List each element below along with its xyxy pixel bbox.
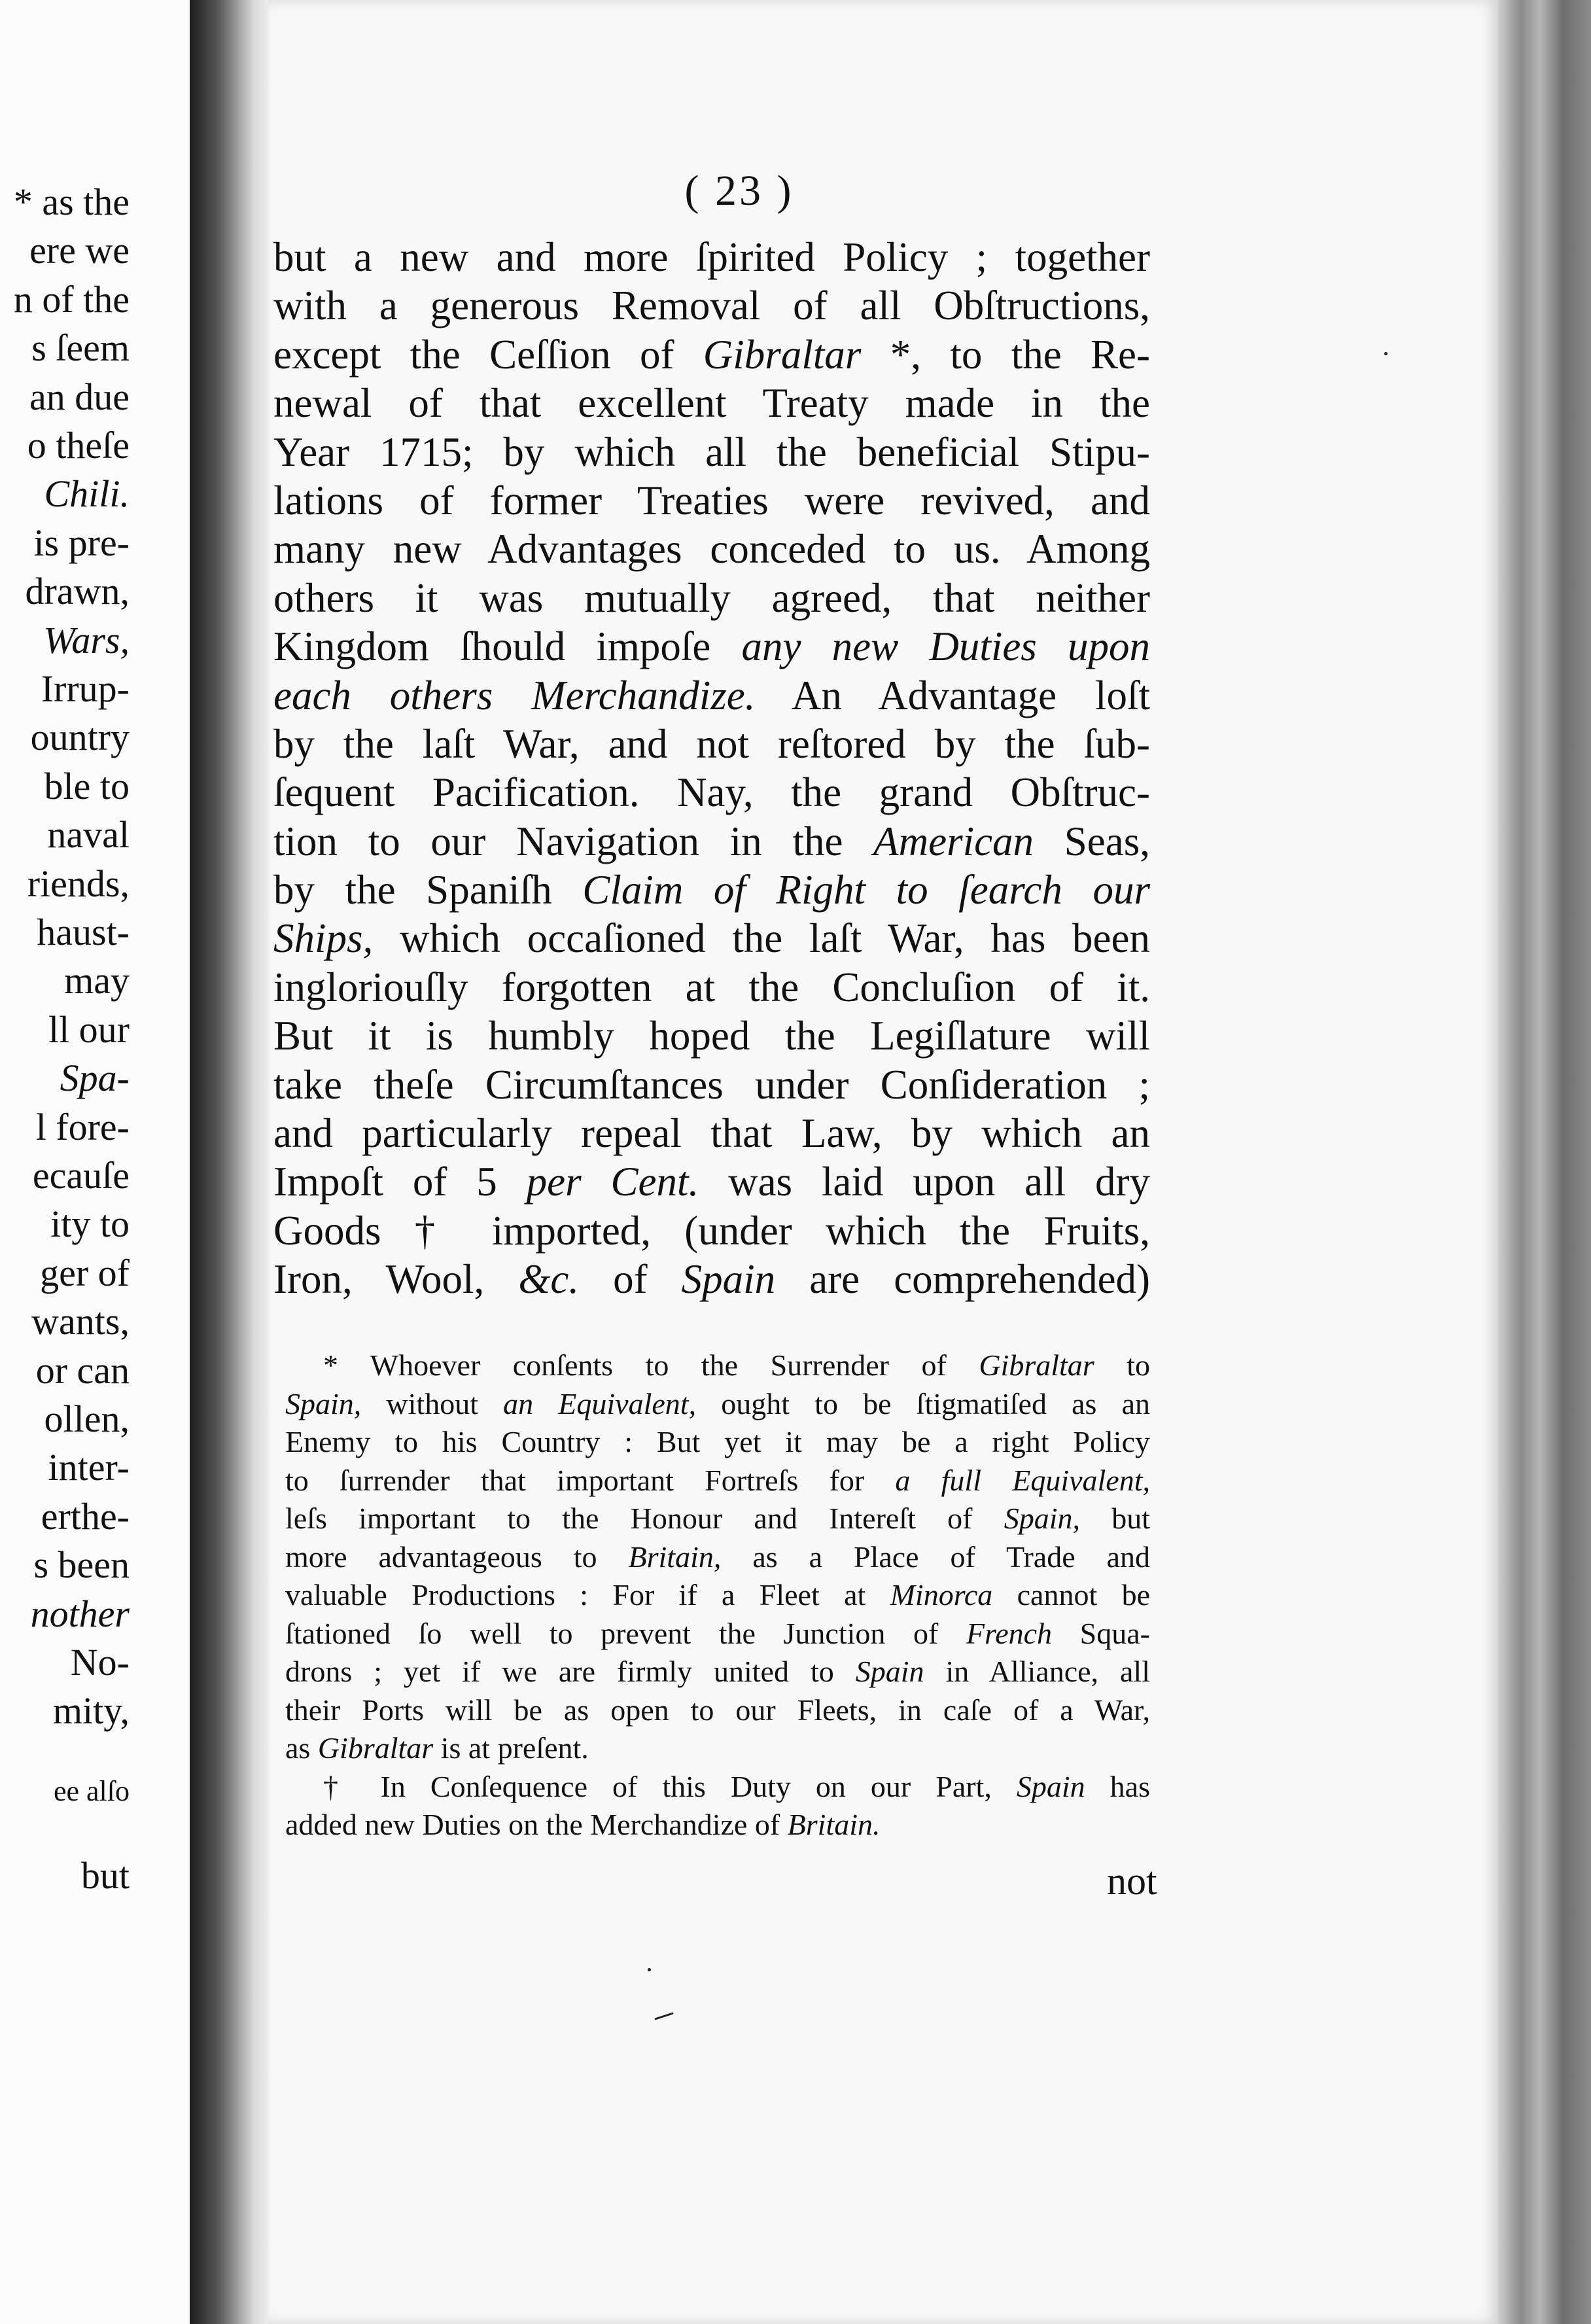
footnote-line: [285, 1653, 1150, 1691]
left-page-line: Wars,: [43, 618, 130, 661]
text-segment: cannot be: [992, 1578, 1150, 1611]
text-segment: Iron, Wool,: [273, 1256, 519, 1303]
text-segment: to ſurrender that important Fortreſs for: [285, 1463, 896, 1497]
book-gutter: [190, 0, 275, 2324]
text-segment: Goods † imported, (under which the Fruits,: [273, 1207, 1150, 1254]
left-page-line: s ſeem: [31, 326, 130, 370]
text-segment: and particularly repeal that Law, by which an: [273, 1110, 1150, 1157]
body-text: [273, 233, 1150, 1304]
text-segment: was laid upon all dry: [699, 1159, 1150, 1205]
body-line: [273, 817, 1150, 866]
italic-text: Spain: [681, 1256, 776, 1303]
ink-speck: [1384, 352, 1388, 355]
left-page-line: ll our: [48, 1008, 130, 1051]
italic-text: French: [966, 1616, 1053, 1650]
footnote-line: [285, 1615, 1150, 1653]
footnote-line: [285, 1806, 1150, 1844]
text-segment: Enemy to his Country : But yet it may be a right Policy: [285, 1425, 1150, 1458]
left-page-line: * as the: [13, 181, 130, 223]
text-segment: Year 1715; by which all the beneficial Stipu-: [273, 429, 1150, 475]
body-line: [273, 379, 1150, 427]
page-number: ( 23 ): [684, 167, 794, 215]
left-page-line: naval: [47, 813, 130, 856]
italic-text: Spain,: [285, 1386, 362, 1420]
left-page-line: No-: [70, 1641, 130, 1683]
footnote-line: [285, 1423, 1150, 1462]
text-segment: by the laſt War, and not reſtored by the ſub-: [273, 720, 1150, 767]
text-segment: but: [1079, 1502, 1150, 1535]
footnote-line: [285, 1576, 1150, 1615]
text-segment: Impoſt of 5: [273, 1159, 527, 1205]
text-segment: to: [1094, 1348, 1151, 1382]
italic-text: Spain,: [1004, 1502, 1080, 1535]
text-segment: leſs important to the Honour and Intereſt of: [285, 1502, 1004, 1535]
body-line: [273, 1109, 1150, 1157]
text-segment: newal of that excellent Treaty made in the: [273, 380, 1150, 427]
body-line: [273, 574, 1150, 622]
left-page-line: riends,: [27, 862, 130, 905]
italic-text: each others Merchandize.: [273, 672, 756, 718]
italic-text: any new Duties upon: [741, 624, 1150, 670]
body-line: [273, 866, 1150, 914]
italic-text: Gibraltar: [317, 1731, 434, 1765]
italic-text: Britain,: [628, 1540, 722, 1574]
text-segment: but a new and more ſpirited Policy ; together: [273, 234, 1150, 280]
text-segment: ſequent Pacification. Nay, the grand Obſtruc-: [273, 769, 1150, 816]
text-segment: lations of former Treaties were revived, and: [273, 477, 1150, 523]
text-segment: Seas,: [1034, 818, 1150, 864]
left-page-line: wants,: [31, 1300, 130, 1343]
italic-text: a full Equivalent,: [895, 1463, 1150, 1497]
text-segment: by the Spaniſh: [273, 867, 583, 913]
text-segment: † In Conſequence of this Duty on our Part,: [323, 1769, 1017, 1803]
text-segment: many new Advantages conceded to us. Among: [273, 526, 1150, 572]
catchword: not: [1107, 1859, 1157, 1903]
page-edge-shadow: [1498, 0, 1591, 2324]
body-line: [273, 671, 1150, 720]
italic-text: Gibraltar: [703, 331, 862, 378]
body-line: [273, 525, 1150, 573]
left-page-line: an due: [29, 375, 130, 418]
left-page-line: ountry: [30, 716, 130, 759]
left-page-line: l fore-: [35, 1105, 130, 1148]
left-page-line: ollen,: [44, 1398, 130, 1440]
text-segment: others it was mutually agreed, that neither: [273, 574, 1150, 621]
italic-text: Spain: [855, 1655, 924, 1688]
left-page-line: ble to: [44, 764, 130, 807]
text-segment: their Ports will be as open to our Fleets, in caſe of a War,: [285, 1693, 1150, 1727]
text-segment: An Advantage loſt: [755, 672, 1150, 718]
ink-speck: [654, 2012, 673, 2020]
text-segment: drons ; yet if we are firmly united to: [285, 1655, 856, 1688]
ink-speck: [648, 1968, 651, 1971]
left-page-line: may: [64, 959, 130, 1002]
body-line: [273, 330, 1150, 379]
left-page-catchword: but: [80, 1854, 130, 1897]
italic-text: Britain.: [787, 1808, 881, 1841]
text-segment: ingloriouſly forgotten at the Concluſion of it.: [273, 964, 1150, 1010]
italic-text: &c.: [518, 1256, 580, 1303]
left-page-line: o theſe: [27, 424, 130, 467]
left-page-line: ecauſe: [32, 1154, 130, 1197]
footnote-line: [285, 1729, 1150, 1768]
text-segment: ought to be ſtigmatiſed as an: [696, 1386, 1151, 1420]
body-line: [273, 1061, 1150, 1109]
left-page-line: ger of: [40, 1251, 130, 1294]
text-segment: ſtationed ſo well to prevent the Junction of: [285, 1616, 966, 1650]
left-page-footnote-fragment: ee alſo: [53, 1775, 130, 1807]
text-segment: which occaſioned the laſt War, has been: [373, 915, 1150, 962]
text-segment: Kingdom ſhould impoſe: [273, 624, 742, 670]
text-segment: tion to our Navigation in the: [273, 818, 874, 864]
body-line: [273, 1255, 1150, 1303]
italic-text: an Equivalent,: [503, 1386, 697, 1420]
left-page-line: haust-: [37, 911, 130, 953]
text-segment: But it is humbly hoped the Legiſlature will: [273, 1013, 1150, 1059]
text-segment: are comprehended): [775, 1256, 1151, 1303]
previous-page-edge: [0, 0, 191, 2324]
body-line: [273, 233, 1150, 281]
body-line: [273, 1157, 1150, 1206]
text-segment: in Alliance, all: [924, 1655, 1150, 1688]
footnote-line: [285, 1385, 1150, 1424]
left-page-line: erthe-: [41, 1494, 130, 1538]
footnote-line: [285, 1538, 1150, 1577]
left-page-line: ity to: [50, 1203, 130, 1246]
text-segment: added new Duties on the Merchandize of: [285, 1808, 788, 1841]
left-page-line: n of the: [13, 277, 130, 321]
footnotes: [285, 1347, 1150, 1844]
text-segment: is at preſent.: [433, 1731, 589, 1765]
italic-text: Ships,: [273, 915, 374, 962]
text-segment: without: [361, 1386, 504, 1420]
left-page-line: is pre-: [33, 521, 130, 564]
footnote-line: [285, 1691, 1150, 1730]
body-line: [273, 622, 1150, 671]
text-segment: as: [285, 1731, 318, 1765]
body-line: [273, 476, 1150, 525]
body-line: [273, 914, 1150, 962]
italic-text: Minorca: [890, 1578, 993, 1611]
text-segment: valuable Productions : For if a Fleet at: [285, 1578, 890, 1611]
text-segment: with a generous Removal of all Obſtructions,: [273, 283, 1150, 329]
italic-text: per Cent.: [526, 1159, 699, 1205]
book-page: [268, 0, 1498, 2324]
italic-text: Claim of Right to ſearch our: [582, 867, 1150, 913]
body-line: [273, 768, 1150, 817]
italic-text: American: [873, 818, 1034, 864]
left-page-line: Irrup-: [41, 667, 130, 710]
left-page-line: ere we: [29, 229, 130, 272]
body-line: [273, 720, 1150, 768]
footnote-line: [285, 1768, 1150, 1806]
left-page-line: Spa-: [60, 1057, 130, 1100]
footnote-line: [285, 1500, 1150, 1538]
body-line: [273, 428, 1150, 476]
footnote-line: [285, 1347, 1150, 1385]
body-line: [273, 963, 1150, 1012]
text-segment: of: [579, 1256, 682, 1303]
text-segment: has: [1085, 1769, 1150, 1803]
text-segment: more advantageous to: [285, 1540, 629, 1574]
left-page-line: or can: [35, 1348, 130, 1392]
italic-text: Spain: [1016, 1769, 1085, 1803]
left-page-line: nother: [30, 1592, 130, 1635]
body-line: [273, 1012, 1150, 1060]
italic-text: Gibraltar: [979, 1348, 1094, 1382]
left-page-line: Chili.: [44, 472, 130, 516]
text-segment: except the Ceſſion of: [273, 331, 703, 378]
body-line: [273, 1206, 1150, 1255]
text-segment: Squa-: [1052, 1616, 1150, 1650]
left-page-line: drawn,: [25, 570, 130, 613]
left-page-line: s been: [33, 1543, 130, 1587]
text-segment: *, to the Re-: [861, 331, 1150, 378]
body-line: [273, 281, 1150, 330]
footnote-line: [285, 1462, 1150, 1500]
left-page-line: mity,: [52, 1689, 130, 1733]
left-page-line: inter-: [48, 1446, 130, 1489]
text-segment: * Whoever conſents to the Surrender of: [323, 1348, 979, 1382]
text-segment: as a Place of Trade and: [721, 1540, 1150, 1574]
text-segment: take theſe Circumſtances under Conſideration ;: [273, 1061, 1150, 1108]
